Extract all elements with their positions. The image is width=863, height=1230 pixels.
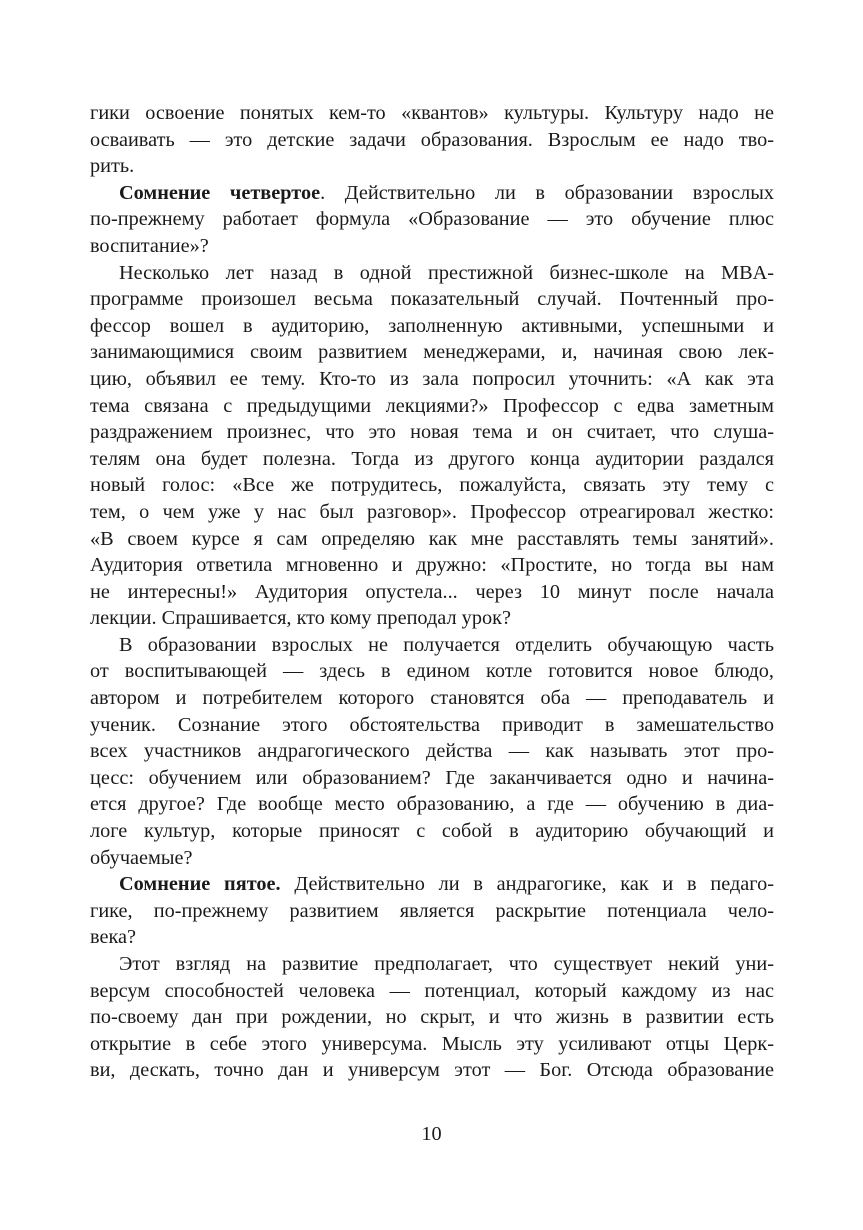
text-line: открытие в себе этого универсума. Мысль эту усиливают отцы Церк- bbox=[90, 1032, 774, 1055]
text-line: обучаемые? bbox=[90, 846, 193, 869]
text-line: занимающимися своим развитием менеджерами, и, начиная свою лек- bbox=[90, 341, 774, 364]
text-run: Действительно ли в андрагогике, как и в педаго- bbox=[280, 873, 774, 896]
text-line: тема связана с предыдущими лекциями?» Профессор с едва заметным bbox=[90, 394, 774, 417]
text-line: Несколько лет назад в одной престижной бизнес-школе на MBA- bbox=[119, 261, 774, 284]
text-line: программе произошел весьма показательный случай. Почтенный про- bbox=[90, 288, 774, 311]
text-line: фессор вошел в аудиторию, заполненную активными, успешными и bbox=[90, 314, 774, 337]
text-line: логе культур, которые приносят с собой в аудиторию обучающий и bbox=[90, 820, 774, 843]
text-line: рить. bbox=[90, 155, 135, 178]
text-line: века? bbox=[90, 926, 137, 949]
text-line: цесс: обучением или образованием? Где заканчивается одно и начина- bbox=[90, 766, 774, 789]
text-line: версум способностей человека — потенциал, который каждому из нас bbox=[90, 979, 774, 1002]
text-line: по-прежнему работает формула «Образование — это обучение плюс bbox=[90, 208, 774, 231]
text-line: автором и потребителем которого становятся оба — преподаватель и bbox=[90, 687, 774, 710]
text-line: лекции. Спрашивается, кто кому преподал урок? bbox=[90, 607, 511, 630]
page-number: 10 bbox=[421, 1123, 442, 1145]
text-line: тем, о чем уже у нас был разговор». Профессор отреагировал жестко: bbox=[90, 500, 774, 523]
text-line: по-своему дан при рождении, но скрыт, и что жизнь в развитии есть bbox=[90, 1006, 774, 1029]
text-run: . Действительно ли в образовании взрослых bbox=[320, 181, 774, 204]
text-line: воспитание»? bbox=[90, 234, 209, 257]
text-line: телям она будет полезна. Тогда из другого конца аудитории раздался bbox=[90, 447, 774, 470]
text-line: ви, дескать, точно дан и универсум этот — Бог. Отсюда образование bbox=[90, 1059, 774, 1082]
text-line: цию, объявил ее тему. Кто-то из зала попросил уточнить: «А как эта bbox=[90, 367, 774, 390]
doubt-five-heading: Сомнение пятое. bbox=[119, 873, 281, 896]
text-line: Этот взгляд на развитие предполагает, что существует некий уни- bbox=[119, 953, 774, 975]
text-line: новый голос: «Все же потрудитесь, пожалуйста, связать эту тему с bbox=[90, 474, 774, 497]
doubt-four-heading: Сомнение четвертое bbox=[119, 181, 321, 204]
text-line: В образовании взрослых не получается отделить обучающую часть bbox=[119, 633, 774, 656]
text-line: Аудитория ответила мгновенно и дружно: «Простите, но тогда вы нам bbox=[90, 554, 774, 577]
text-line: ется другое? Где вообще место образованию, а где — обучению в диа- bbox=[90, 793, 774, 816]
text-line: не интересны!» Аудитория опустела... через 10 минут после начала bbox=[90, 580, 774, 603]
text-line: осваивать — это детские задачи образования. Взрослым ее надо тво- bbox=[90, 128, 774, 151]
text-line bbox=[90, 180, 774, 207]
text-line: всех участников андрагогического действа — как называть этот про- bbox=[90, 740, 774, 763]
text-line: от воспитывающей — здесь в едином котле готовится новое блюдо, bbox=[90, 660, 774, 683]
text-line: гики освоение понятых кем-то «квантов» культуры. Культуру надо не bbox=[90, 102, 774, 124]
text-line: «В своем курсе я сам определяю как мне расставлять темы занятий». bbox=[90, 527, 774, 550]
text-line: ученик. Сознание этого обстоятельства приводит в замешательство bbox=[90, 713, 774, 736]
text-line: раздражением произнес, что это новая тема и он считает, что слуша- bbox=[90, 421, 774, 444]
body-text bbox=[90, 100, 774, 1084]
text-line bbox=[90, 871, 774, 898]
text-line: гике, по-прежнему развитием является раскрытие потенциала чело- bbox=[90, 899, 774, 922]
